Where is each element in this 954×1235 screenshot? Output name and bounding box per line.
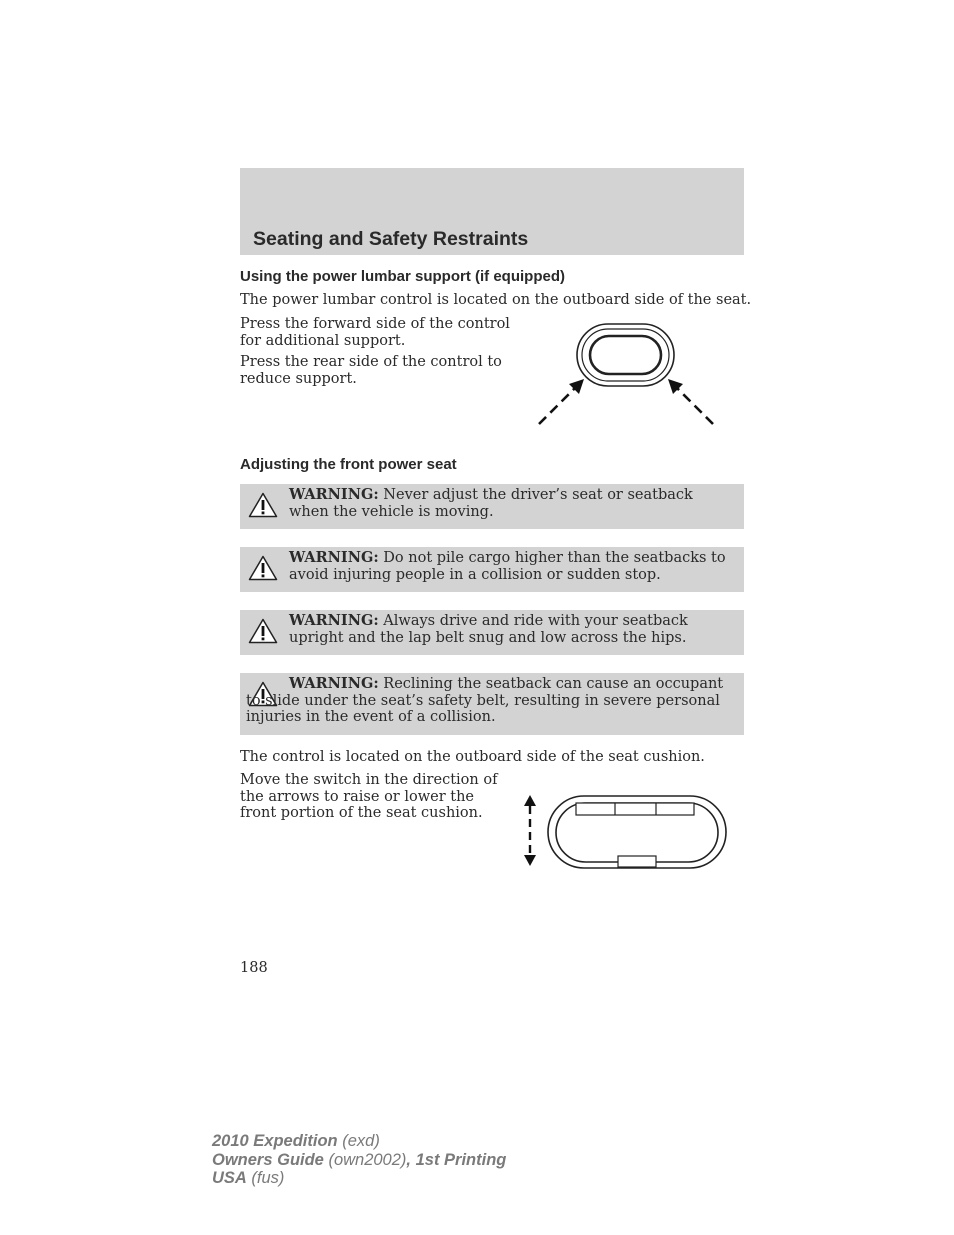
warning-triangle-icon — [248, 492, 278, 518]
warning-message: Do not pile cargo higher than the seatbacks to avoid injuring people in a collision or sudden stop. — [289, 550, 726, 583]
footer-line-3 — [212, 1169, 284, 1187]
control-location-text: The control is located on the outboard side of the seat cushion. — [240, 749, 705, 765]
warning-message: Never adjust the driver’s seat or seatback when the vehicle is moving. — [289, 487, 693, 520]
footer-guide-code: (own2002) — [323, 1151, 407, 1169]
power-seat-heading: Adjusting the front power seat — [240, 456, 457, 473]
move-switch-line-2: the arrows to raise or lower the — [240, 788, 474, 805]
warning-text — [289, 550, 736, 583]
warning-label: WARNING: — [289, 549, 379, 566]
footer-model: 2010 Expedition — [212, 1132, 338, 1150]
footer-model-code: (exd) — [337, 1132, 380, 1150]
lumbar-forward-text — [240, 316, 510, 349]
footer-guide: Owners Guide — [212, 1151, 324, 1169]
lumbar-rear-text — [240, 354, 502, 387]
warning-label: WARNING: — [289, 486, 379, 503]
warning-message: Always drive and ride with your seatback upright and the lap belt snug and low across the hips. — [289, 613, 688, 646]
lumbar-forward-line-2: for additional support. — [240, 332, 406, 349]
warning-triangle-icon — [248, 555, 278, 581]
seat-cushion-switch-illustration — [518, 792, 730, 872]
warning-label: WARNING: — [289, 675, 379, 692]
footer-region: USA — [212, 1169, 247, 1187]
up-down-arrow-icon — [524, 795, 536, 866]
warning-text — [246, 676, 736, 726]
warning-text — [289, 613, 736, 646]
warning-box — [240, 610, 744, 655]
warning-triangle-icon — [248, 618, 278, 644]
lumbar-rear-line-2: reduce support. — [240, 370, 357, 387]
lumbar-control-illustration — [530, 318, 730, 430]
footer-line-2 — [212, 1151, 506, 1169]
move-switch-line-3: front portion of the seat cushion. — [240, 805, 483, 821]
warning-box — [240, 547, 744, 592]
move-switch-text — [240, 772, 497, 822]
warning-label: WARNING: — [289, 612, 379, 629]
forward-arrow-icon — [539, 379, 584, 424]
warning-box — [240, 673, 744, 735]
warning-box — [240, 484, 744, 529]
footer-region-code: (fus) — [246, 1169, 285, 1187]
footer-line-1 — [212, 1132, 380, 1150]
lumbar-forward-line-1: Press the forward side of the control — [240, 316, 510, 332]
warning-text — [289, 487, 736, 520]
lumbar-heading: Using the power lumbar support (if equipped) — [240, 268, 565, 285]
lumbar-intro: The power lumbar control is located on the outboard side of the seat. — [240, 292, 752, 308]
move-switch-line-1: Move the switch in the direction of — [240, 772, 498, 788]
section-title: Seating and Safety Restraints — [253, 228, 529, 250]
rear-arrow-icon — [668, 379, 713, 424]
footer-printing: , 1st Printing — [406, 1151, 507, 1169]
warning-message: Reclining the seatback can cause an occupant to slide under the seat’s safety belt, resulting in severe personal injuries in the event of a collision. — [246, 676, 724, 725]
lumbar-rear-line-1: Press the rear side of the control to — [240, 354, 502, 370]
page-number: 188 — [240, 960, 268, 976]
